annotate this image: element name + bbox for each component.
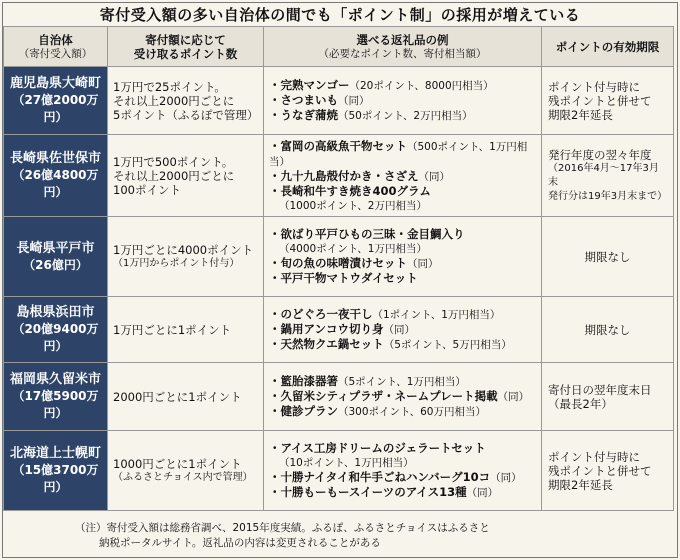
municipality-cell bbox=[4, 135, 108, 217]
header-validity: ポイントの有効期限 bbox=[542, 27, 674, 67]
gift-item bbox=[269, 78, 536, 93]
municipality-name: 島根県浜田市 bbox=[16, 305, 95, 320]
gift-item bbox=[269, 441, 536, 456]
point-rate-cell bbox=[108, 297, 264, 363]
gift-item bbox=[269, 374, 536, 389]
point-rate-line: 1万円ごとに1ポイント bbox=[113, 322, 232, 337]
gift-name: ・長崎和牛すき焼き400グラム bbox=[269, 183, 431, 198]
gifts-cell bbox=[264, 135, 542, 217]
validity-line: 残ポイントと併せて bbox=[548, 463, 652, 478]
table-row bbox=[4, 135, 674, 217]
gift-detail: （50ポイント、2万円相当） bbox=[338, 110, 473, 122]
gift-detail: （同） bbox=[497, 391, 530, 403]
validity-cell bbox=[542, 135, 674, 217]
municipality-cell bbox=[4, 217, 108, 297]
validity-line: ポイント付与時に bbox=[548, 79, 640, 94]
donation-amount: （20億9400万円） bbox=[12, 322, 99, 353]
table-row bbox=[4, 67, 674, 135]
gift-name: ・アイス工房ドリームのジェラートセット bbox=[269, 441, 486, 455]
gift-name: ・富岡の高級魚干物セット bbox=[269, 138, 407, 153]
gift-name: ・完熟マンゴー bbox=[269, 78, 350, 92]
gift-item bbox=[269, 389, 536, 404]
gifts-cell bbox=[264, 297, 542, 363]
header-rate-line1: 寄付額に応じて bbox=[145, 32, 226, 47]
validity-note: 発行分は19年3月末まで） bbox=[548, 190, 668, 202]
gift-detail: （同） bbox=[418, 170, 450, 183]
point-rate-line: 1万円で25ポイント。 bbox=[113, 79, 226, 94]
header-gifts bbox=[264, 27, 542, 67]
gift-item bbox=[269, 169, 536, 184]
page-title: 寄付受入額の多い自治体の間でも「ポイント制」の採用が増えている bbox=[99, 6, 581, 24]
gift-name: ・平戸干物マトウダイセット bbox=[269, 271, 418, 285]
gift-item bbox=[269, 470, 536, 485]
gift-item bbox=[269, 337, 536, 352]
gift-detail: （300ポイント、60万円相当） bbox=[338, 406, 486, 418]
validity-line: 期限なし bbox=[584, 249, 631, 264]
table-row bbox=[4, 431, 674, 511]
gift-detail: （4000ポイント、1万円相当） bbox=[279, 243, 427, 255]
gift-item bbox=[269, 256, 536, 271]
gift-item bbox=[269, 271, 536, 286]
footnote bbox=[3, 521, 673, 551]
gift-detail: （20ポイント、8000円相当） bbox=[349, 80, 494, 92]
table-row bbox=[4, 363, 674, 431]
gift-name: ・さつまいも bbox=[269, 93, 338, 107]
donation-amount: （27億2000万円） bbox=[12, 93, 99, 124]
gift-item bbox=[269, 404, 536, 419]
point-rate-cell bbox=[108, 217, 264, 297]
gift-item bbox=[269, 93, 536, 108]
validity-line: 期限2年延長 bbox=[548, 477, 613, 492]
table-body bbox=[4, 67, 674, 511]
gifts-cell bbox=[264, 431, 542, 511]
point-rate-line: 1万円で500ポイント。 bbox=[113, 154, 234, 169]
gift-name: ・籃胎漆器箸 bbox=[269, 374, 338, 388]
gift-name: ・十勝もーもースイーツのアイス13種 bbox=[269, 485, 467, 499]
point-rate-cell bbox=[108, 363, 264, 431]
validity-cell bbox=[542, 363, 674, 431]
donation-amount: （26億4800万円） bbox=[12, 168, 99, 199]
gift-detail: （500ポイント、1万円相当） bbox=[269, 140, 528, 168]
municipality-name: 長崎県佐世保市 bbox=[9, 151, 101, 166]
validity-line: 寄付日の翌年度末日 bbox=[548, 382, 652, 397]
municipality-name: 鹿児島県大崎町 bbox=[9, 76, 101, 91]
municipality-name: 北海道上士幌町 bbox=[9, 446, 101, 461]
gift-item bbox=[269, 485, 536, 500]
validity-cell bbox=[542, 217, 674, 297]
gifts-cell bbox=[264, 67, 542, 135]
point-rate-cell bbox=[108, 431, 264, 511]
footnote-line1: （注）寄付受入額は総務省調べ、2015年度実績。ふるぽ、ふるさとチョイスはふるさと bbox=[75, 522, 490, 534]
point-rate-note: （1万円からポイント付与） bbox=[113, 257, 240, 269]
point-rate-line: 1万円ごとに4000ポイント bbox=[113, 242, 254, 257]
donation-amount: （17億5900万円） bbox=[12, 389, 99, 420]
gift-item bbox=[269, 184, 536, 199]
header-rate bbox=[108, 27, 264, 67]
gift-detail: （同） bbox=[383, 324, 416, 336]
gift-name: ・欲ばり平戸ひもの三昧・金目鯛入り bbox=[269, 227, 465, 241]
gift-detail: （同） bbox=[338, 95, 370, 107]
donation-amount: （26億円） bbox=[23, 257, 88, 272]
point-rate-line: 5ポイント（ふるぽで管理） bbox=[113, 107, 259, 122]
gift-item bbox=[269, 227, 536, 242]
header-municipality bbox=[4, 27, 108, 67]
gift-name: ・健診プラン bbox=[269, 404, 338, 418]
header-municipality-label: 自治体 bbox=[38, 32, 73, 47]
validity-cell bbox=[542, 297, 674, 363]
point-rate-line: 100ポイント bbox=[113, 182, 181, 197]
header-municipality-sub: （寄付受入額） bbox=[18, 47, 93, 60]
point-rate-line: それ以上2000円ごとに bbox=[113, 93, 235, 108]
gift-detail: （1000ポイント、2万円相当） bbox=[279, 199, 427, 212]
municipality-cell bbox=[4, 297, 108, 363]
gift-name: ・旬の魚の味噌漬けセット bbox=[269, 256, 407, 270]
municipality-name: 福岡県久留米市 bbox=[9, 372, 101, 387]
points-table bbox=[3, 26, 674, 511]
gift-detail: （同） bbox=[466, 487, 499, 499]
gift-name: ・鍋用アンコウ切り身 bbox=[269, 322, 384, 336]
gift-name: ・久留米シティプラザ・ネームプレート掲載 bbox=[269, 389, 498, 403]
validity-line: 残ポイントと併せて bbox=[548, 93, 652, 108]
gift-detail: （1ポイント、1万円相当） bbox=[372, 309, 501, 321]
gift-name: ・十勝ナイタイ和牛手ごねハンバーグ10コ bbox=[269, 470, 491, 484]
validity-line: 期限2年延長 bbox=[548, 107, 613, 122]
validity-cell bbox=[542, 431, 674, 511]
gift-detail: （同） bbox=[490, 472, 522, 484]
point-rate-line: 2000円ごとに1ポイント bbox=[113, 389, 242, 404]
gifts-cell bbox=[264, 217, 542, 297]
point-rate-line: 1000円ごとに1ポイント bbox=[113, 456, 242, 471]
gift-item bbox=[269, 322, 536, 337]
footnote-line2: 納税ポータルサイト。返礼品の内容は変更されることがある bbox=[99, 537, 381, 549]
validity-cell bbox=[542, 67, 674, 135]
gift-name: ・天然物クエ鍋セット bbox=[269, 337, 384, 351]
point-rate-cell bbox=[108, 135, 264, 217]
table-row bbox=[4, 217, 674, 297]
point-rate-line: それ以上2000円ごとに bbox=[113, 168, 235, 183]
gifts-cell bbox=[264, 363, 542, 431]
validity-line: ポイント付与時に bbox=[548, 449, 640, 464]
municipality-cell bbox=[4, 67, 108, 135]
gift-item bbox=[269, 108, 536, 123]
validity-line: 期限なし bbox=[584, 322, 631, 337]
gift-name: ・九十九島殻付かき・さざえ bbox=[269, 168, 419, 183]
municipality-name: 長崎県平戸市 bbox=[16, 240, 95, 256]
donation-amount: （15億3700万円） bbox=[12, 463, 99, 494]
header-rate-line2: 受け取るポイント数 bbox=[133, 46, 238, 61]
gift-name: ・のどぐろ一夜干し bbox=[269, 307, 373, 321]
validity-line: 発行年度の翌々年度 bbox=[548, 147, 652, 162]
header-gifts-label: 選べる返礼品の例 bbox=[356, 32, 449, 47]
gift-detail: （5ポイント、1万円相当） bbox=[338, 376, 466, 388]
validity-line: （最長2年） bbox=[548, 396, 613, 411]
header-row bbox=[4, 27, 674, 67]
gift-name: ・うなぎ蒲焼 bbox=[269, 108, 338, 122]
point-rate-note: （ふるさとチョイス内で管理） bbox=[113, 471, 253, 483]
table-row bbox=[4, 297, 674, 363]
header-gifts-sub: （必要なポイント数、寄付相当額） bbox=[318, 47, 487, 60]
municipality-cell bbox=[4, 431, 108, 511]
point-rate-cell bbox=[108, 67, 264, 135]
gift-detail: （同） bbox=[407, 258, 439, 270]
validity-note: （2016年4月～17年3月末 bbox=[548, 162, 659, 188]
gift-detail: （5ポイント、5万円相当） bbox=[383, 339, 512, 351]
gift-detail: （10ポイント、1万円相当） bbox=[279, 457, 414, 469]
gift-item bbox=[269, 139, 536, 169]
gift-item bbox=[269, 307, 536, 322]
municipality-cell bbox=[4, 363, 108, 431]
